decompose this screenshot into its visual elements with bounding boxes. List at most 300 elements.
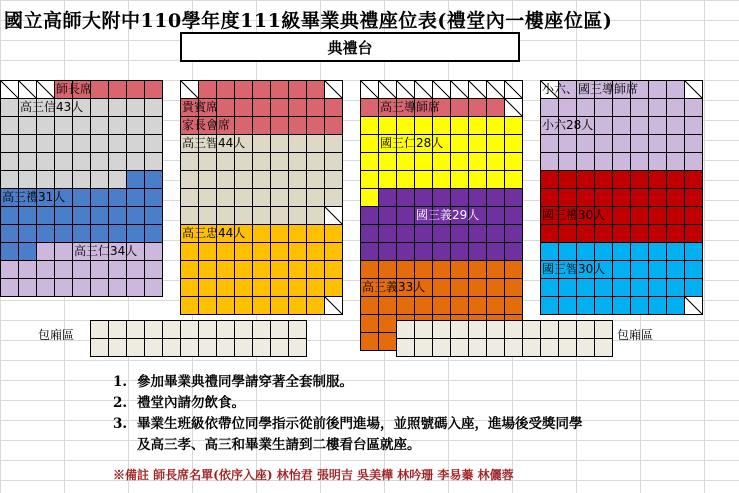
box-seat [595, 321, 613, 339]
seat [1, 243, 19, 261]
seat [253, 207, 271, 225]
seat [253, 117, 271, 135]
seat [613, 153, 631, 171]
seat [109, 81, 127, 99]
seat [325, 189, 343, 207]
seat [577, 99, 595, 117]
seat [559, 99, 577, 117]
seat [271, 189, 289, 207]
seat [55, 207, 73, 225]
seat [487, 243, 505, 261]
box-seat [487, 339, 505, 357]
seat [649, 297, 667, 315]
seat-section-label: 國三禮30人 [542, 208, 606, 222]
seat [451, 261, 469, 279]
seat [1, 225, 19, 243]
seat [1, 207, 19, 225]
seat [649, 279, 667, 297]
seat [217, 99, 235, 117]
seat [451, 189, 469, 207]
box-seat [217, 321, 235, 339]
seat [397, 171, 415, 189]
seat [451, 279, 469, 297]
seat-block-right [540, 80, 703, 315]
seat [649, 117, 667, 135]
box-seat [199, 339, 217, 357]
seat [595, 297, 613, 315]
seat [217, 171, 235, 189]
seat [397, 189, 415, 207]
seat [289, 153, 307, 171]
seat [685, 135, 703, 153]
seat [253, 297, 271, 315]
seat [235, 117, 253, 135]
seat [613, 171, 631, 189]
unavailable-seat [325, 81, 343, 99]
seat [235, 153, 253, 171]
seat [541, 171, 559, 189]
box-seat [469, 321, 487, 339]
seat [235, 261, 253, 279]
unavailable-seat [181, 81, 199, 99]
box-seat [595, 339, 613, 357]
seat [577, 225, 595, 243]
seat [307, 153, 325, 171]
box-area-left [90, 320, 307, 357]
seat [289, 261, 307, 279]
seat [91, 207, 109, 225]
seat [577, 189, 595, 207]
seat [505, 189, 523, 207]
box-seat [523, 339, 541, 357]
seat [541, 225, 559, 243]
seat [505, 207, 523, 225]
seat [613, 117, 631, 135]
seat [433, 153, 451, 171]
seat [19, 153, 37, 171]
seat [253, 225, 271, 243]
seat [361, 189, 379, 207]
seat-section-label: 高三智44人 [182, 136, 246, 150]
seat [271, 297, 289, 315]
seat [451, 171, 469, 189]
seat [145, 225, 163, 243]
seat [235, 171, 253, 189]
seat [19, 243, 37, 261]
box-seat [541, 321, 559, 339]
seat [91, 117, 109, 135]
seat [487, 117, 505, 135]
seat [505, 297, 523, 315]
seat [91, 261, 109, 279]
unavailable-seat [1, 81, 19, 99]
seat [559, 297, 577, 315]
unavailable-seat [685, 297, 703, 315]
box-seat [451, 339, 469, 357]
seat [613, 261, 631, 279]
seat [361, 243, 379, 261]
seat [541, 243, 559, 261]
seat [595, 279, 613, 297]
seat [685, 99, 703, 117]
unavailable-seat [505, 81, 523, 99]
unavailable-seat [37, 81, 55, 99]
seat [469, 243, 487, 261]
seat [127, 207, 145, 225]
seat [37, 153, 55, 171]
seat-section-label: 貴賓席 [182, 100, 219, 114]
seat [361, 261, 379, 279]
seat [559, 243, 577, 261]
seat [127, 279, 145, 297]
seat [145, 99, 163, 117]
seat [109, 279, 127, 297]
seat [199, 261, 217, 279]
seat [649, 81, 667, 99]
seat [433, 189, 451, 207]
unavailable-seat [469, 81, 487, 99]
seat-section-label: 高三義33人 [362, 280, 426, 294]
seat [595, 225, 613, 243]
seat [145, 117, 163, 135]
seat [469, 117, 487, 135]
unavailable-seat [433, 81, 451, 99]
seat [37, 171, 55, 189]
seat [253, 243, 271, 261]
seat [235, 243, 253, 261]
seat [253, 189, 271, 207]
seat [631, 207, 649, 225]
seat [127, 99, 145, 117]
seat [631, 225, 649, 243]
seat [127, 189, 145, 207]
seat [667, 81, 685, 99]
box-seat [109, 321, 127, 339]
seat [559, 279, 577, 297]
unavailable-seat [379, 81, 397, 99]
page-title: 國立高師大附中110學年度111級畢業典禮座位表(禮堂內一樓座位區) [4, 10, 613, 32]
seat [577, 135, 595, 153]
box-seat [127, 339, 145, 357]
seat [307, 279, 325, 297]
seat [595, 243, 613, 261]
seat [559, 225, 577, 243]
seat [685, 153, 703, 171]
seat [397, 243, 415, 261]
seat [631, 135, 649, 153]
box-seat [451, 321, 469, 339]
seat [433, 171, 451, 189]
seat [505, 261, 523, 279]
seat [127, 81, 145, 99]
seat [307, 171, 325, 189]
seat [469, 99, 487, 117]
seat [271, 225, 289, 243]
seat [631, 189, 649, 207]
seat [19, 225, 37, 243]
unavailable-seat [505, 99, 523, 117]
seat [685, 243, 703, 261]
seat [505, 243, 523, 261]
seat [271, 153, 289, 171]
seat [253, 261, 271, 279]
seat [631, 261, 649, 279]
seat [325, 279, 343, 297]
seat [613, 279, 631, 297]
seat [361, 153, 379, 171]
seat [199, 243, 217, 261]
seat [397, 297, 415, 315]
box-seat [235, 321, 253, 339]
seat [469, 261, 487, 279]
seat [289, 171, 307, 189]
seat [73, 261, 91, 279]
seat [217, 153, 235, 171]
seat [55, 171, 73, 189]
seat [289, 207, 307, 225]
unavailable-seat [451, 81, 469, 99]
seat [667, 243, 685, 261]
box-seat [271, 339, 289, 357]
seat [379, 261, 397, 279]
seat-section-label: 國三智30人 [542, 262, 606, 276]
seat [361, 225, 379, 243]
seat [181, 207, 199, 225]
seat [109, 189, 127, 207]
seat [397, 153, 415, 171]
note-item: 2. 禮堂內請勿飲食。 [113, 395, 245, 411]
box-seat [541, 339, 559, 357]
note-item: 及高三孝、高三和畢業生請到二樓看台區就座。 [137, 437, 421, 453]
seat [145, 243, 163, 261]
seat [469, 135, 487, 153]
seat [667, 117, 685, 135]
seat [289, 81, 307, 99]
seat [595, 189, 613, 207]
seat [685, 225, 703, 243]
seat [631, 297, 649, 315]
seat [469, 297, 487, 315]
seat [325, 225, 343, 243]
seat [361, 171, 379, 189]
seat [649, 99, 667, 117]
seat [325, 243, 343, 261]
seat [613, 135, 631, 153]
seat [667, 297, 685, 315]
seat [469, 153, 487, 171]
seat [271, 243, 289, 261]
seat [145, 189, 163, 207]
seat [595, 99, 613, 117]
seat [667, 135, 685, 153]
seat [433, 279, 451, 297]
seat-section-label: 國三義29人 [416, 208, 480, 222]
seat [361, 297, 379, 315]
seat [127, 225, 145, 243]
seat-section-label: 高三信43人 [20, 100, 84, 114]
seat [109, 171, 127, 189]
seat [73, 207, 91, 225]
seat [1, 279, 19, 297]
seat [667, 207, 685, 225]
seat [451, 243, 469, 261]
seat [577, 153, 595, 171]
seat [415, 171, 433, 189]
seat [253, 171, 271, 189]
box-area-right [396, 320, 613, 357]
seat [217, 279, 235, 297]
unavailable-seat [397, 81, 415, 99]
seat [73, 279, 91, 297]
seat [613, 189, 631, 207]
seat [361, 135, 379, 153]
seat [379, 225, 397, 243]
seat [55, 225, 73, 243]
seat [181, 189, 199, 207]
seat [487, 171, 505, 189]
seat [577, 297, 595, 315]
seat [631, 279, 649, 297]
seat [685, 171, 703, 189]
seat [91, 81, 109, 99]
seat [649, 225, 667, 243]
seat [379, 207, 397, 225]
box-seat [289, 321, 307, 339]
seat [397, 261, 415, 279]
seat [19, 117, 37, 135]
seat [37, 279, 55, 297]
seat [307, 189, 325, 207]
seat [379, 297, 397, 315]
seat [127, 153, 145, 171]
box-seat [217, 339, 235, 357]
seat-section-label: 高三禮31人 [2, 190, 66, 204]
seat [685, 189, 703, 207]
seat [631, 153, 649, 171]
seat [1, 261, 19, 279]
seat [649, 135, 667, 153]
seat [289, 243, 307, 261]
seat [469, 189, 487, 207]
seat [667, 279, 685, 297]
note-item: 1. 參加畢業典禮同學請穿著全套制服。 [113, 374, 353, 390]
seat [649, 171, 667, 189]
stage-box: 典禮台 [180, 32, 520, 62]
seat [451, 135, 469, 153]
seat [253, 81, 271, 99]
seat [325, 99, 343, 117]
box-seat [415, 321, 433, 339]
seat [325, 171, 343, 189]
seat [73, 117, 91, 135]
box-seat [181, 339, 199, 357]
seat [19, 207, 37, 225]
unavailable-seat [415, 81, 433, 99]
seat [73, 153, 91, 171]
seat [217, 81, 235, 99]
seat [559, 135, 577, 153]
box-seat [415, 339, 433, 357]
seat [487, 261, 505, 279]
seat [1, 153, 19, 171]
seat [235, 189, 253, 207]
seat [667, 261, 685, 279]
seat [325, 261, 343, 279]
seat [379, 243, 397, 261]
seat [415, 117, 433, 135]
box-seat [433, 339, 451, 357]
seat [469, 225, 487, 243]
seat [361, 315, 379, 333]
seat [181, 261, 199, 279]
seat [487, 153, 505, 171]
seat [433, 117, 451, 135]
box-seat [559, 321, 577, 339]
seat [541, 279, 559, 297]
seat [667, 225, 685, 243]
seat [55, 153, 73, 171]
seat [397, 117, 415, 135]
seat [415, 243, 433, 261]
seat [487, 135, 505, 153]
seat [19, 261, 37, 279]
box-seat [577, 339, 595, 357]
seat [181, 153, 199, 171]
seat [685, 117, 703, 135]
seat [181, 279, 199, 297]
seat [631, 117, 649, 135]
seat [595, 135, 613, 153]
seat [1, 171, 19, 189]
seat [415, 261, 433, 279]
seat [505, 117, 523, 135]
box-seat [145, 339, 163, 357]
seat [631, 99, 649, 117]
seat [73, 225, 91, 243]
seat [307, 261, 325, 279]
seat [685, 207, 703, 225]
box-seat [199, 321, 217, 339]
box-area-label-right: 包廂區 [617, 328, 654, 342]
seat [433, 261, 451, 279]
unavailable-seat [325, 207, 343, 225]
box-seat [577, 321, 595, 339]
seat [559, 189, 577, 207]
seat [37, 135, 55, 153]
seat [613, 297, 631, 315]
seat [379, 171, 397, 189]
seat [289, 135, 307, 153]
seat [307, 117, 325, 135]
seat [19, 279, 37, 297]
seat [361, 333, 379, 351]
seat [577, 171, 595, 189]
seat [73, 189, 91, 207]
unavailable-seat [361, 81, 379, 99]
seat [109, 207, 127, 225]
seat [289, 225, 307, 243]
seat [379, 117, 397, 135]
note-item: 3. 畢業生班級依帶位同學指示從前後門進場，並照號碼入座，進場後受獎同學 [113, 416, 583, 432]
unavailable-seat [487, 81, 505, 99]
seat [253, 135, 271, 153]
seat [217, 243, 235, 261]
seat [217, 261, 235, 279]
seat-block-center-left [180, 80, 343, 315]
box-seat [523, 321, 541, 339]
seat [595, 153, 613, 171]
box-seat [127, 321, 145, 339]
